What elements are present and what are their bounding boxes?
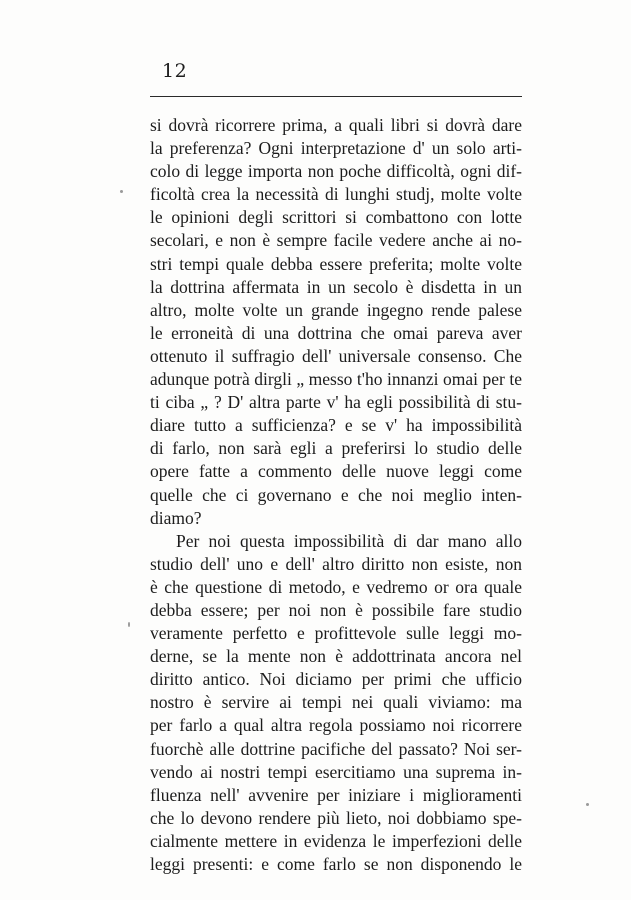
text-line: la preferenza? Ogni interpretazione d' un solo arti- bbox=[150, 138, 522, 159]
text-line: colo di legge importa non poche difficoltà, ogni dif- bbox=[150, 161, 522, 182]
text-line: debba essere; per noi non è possibile fare studio bbox=[150, 599, 522, 620]
text-line: Per noi questa impossibilità di dar mano allo bbox=[176, 530, 522, 551]
text-line: leggi presenti: e come farlo se non disponendo le bbox=[150, 854, 522, 874]
text-line: che lo devono rendere più lieto, noi dobbiamo spe- bbox=[150, 807, 522, 828]
text-line: veramente perfetto e profittevole sulle leggi mo- bbox=[150, 623, 522, 644]
text-line: adunque potrà dirgli „ messo t'ho innanzi omai per te bbox=[150, 369, 522, 390]
text-line: ottenuto il suffragio dell' universale consenso. Che bbox=[150, 345, 522, 366]
text-line: cialmente mettere in evidenza le imperfezioni delle bbox=[150, 830, 522, 851]
text-line: fuorchè alle dottrine pacifiche del passato? Noi ser- bbox=[150, 738, 522, 759]
text-line: ficoltà crea la necessità di lunghi studj, molte volte bbox=[150, 184, 522, 205]
text-line: per farlo a qual altra regola possiamo noi ricorrere bbox=[150, 715, 522, 736]
text-line: è che questione di metodo, e vedremo or ora quale bbox=[150, 576, 522, 597]
text-line: secolari, e non è sempre facile vedere anche ai no- bbox=[150, 230, 522, 251]
text-line: vendo ai nostri tempi esercitiamo una suprema in- bbox=[150, 761, 522, 782]
text-line: si dovrà ricorrere prima, a quali libri si dovrà dare bbox=[150, 115, 522, 135]
paper-speck bbox=[120, 190, 123, 193]
text-line: altro, molte volte un grande ingegno rende palese bbox=[150, 299, 522, 320]
header-rule bbox=[150, 96, 522, 97]
body-text bbox=[150, 114, 522, 876]
text-line: la dottrina affermata in un secolo è disdetta in un bbox=[150, 276, 522, 297]
text-line: studio dell' uno e dell' altro diritto non esiste, non bbox=[150, 553, 522, 574]
text-line: diamo? bbox=[150, 507, 202, 528]
text-line: ti ciba „ ? D' altra parte v' ha egli possibilità di stu- bbox=[150, 392, 522, 413]
text-line: opere fatte a commento delle nuove leggi come bbox=[150, 461, 522, 482]
text-line: nostro è servire ai tempi nei quali viviamo: ma bbox=[150, 692, 522, 713]
text-line: di farlo, non sarà egli a preferirsi lo studio delle bbox=[150, 438, 522, 459]
text-line: le erroneità di una dottrina che omai pareva aver bbox=[150, 322, 522, 343]
text-line: le opinioni degli scrittori si combattono con lotte bbox=[150, 207, 522, 228]
text-line: stri tempi quale debba essere preferita; molte volte bbox=[150, 253, 522, 274]
text-line: diare tutto a sufficienza? e se v' ha impossibilità bbox=[150, 415, 522, 436]
paper-speck bbox=[586, 803, 589, 806]
page-number: 12 bbox=[162, 60, 188, 82]
paper-speck bbox=[128, 622, 130, 627]
text-line: quelle che ci governano e che noi meglio inten- bbox=[150, 484, 522, 505]
text-line: fluenza nell' avvenire per iniziare i miglioramenti bbox=[150, 784, 522, 805]
text-line: diritto antico. Noi diciamo per primi che ufficio bbox=[150, 669, 522, 690]
text-line: derne, se la mente non è addottrinata ancora nel bbox=[150, 646, 522, 667]
